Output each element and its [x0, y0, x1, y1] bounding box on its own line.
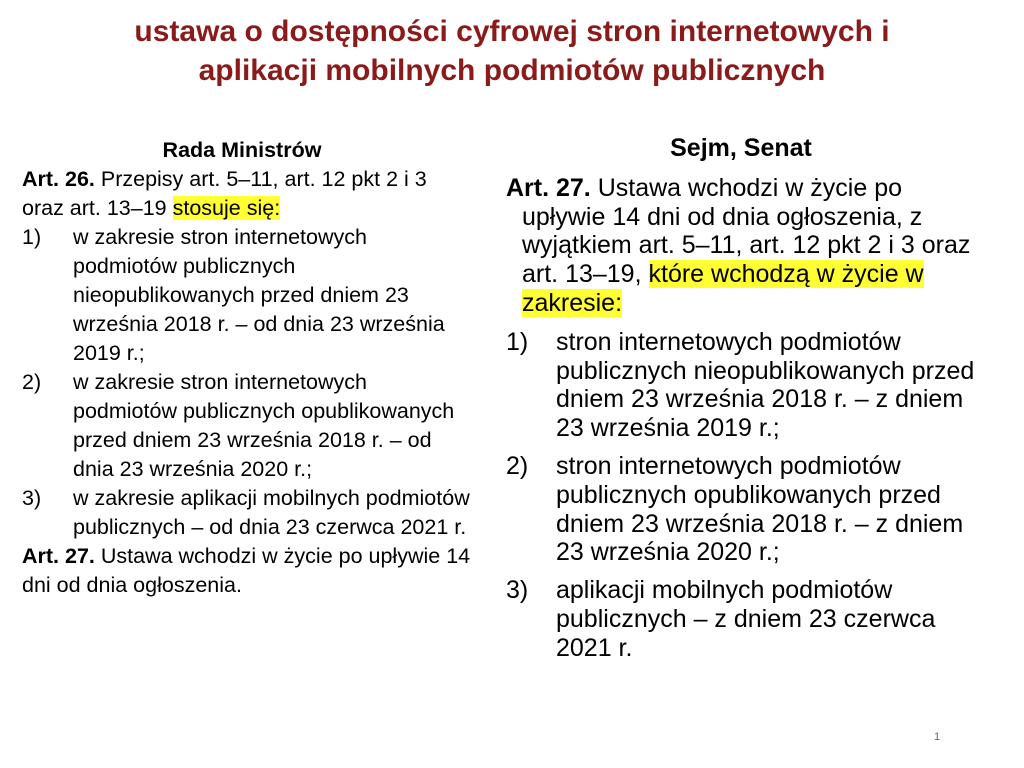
- right-art27-text: Ustawa wchodzi w życie po upływie 14 dni od dnia ogłoszenia, z wyjątkiem art. 5–11, art. 12 pkt 2 i 3 oraz art. 13–19: [522, 173, 971, 289]
- left-art27-text: Ustawa wchodzi w życie po upływie 14 dni od dnia ogłoszenia.: [22, 544, 471, 597]
- title-line-2: aplikacji mobilnych podmiotów publicznych: [198, 54, 826, 87]
- left-list-item-3: [22, 484, 472, 542]
- right-item-number: 3): [506, 576, 529, 605]
- left-column: [22, 136, 472, 600]
- right-item-number: 2): [506, 451, 529, 480]
- left-item-list: [22, 223, 472, 542]
- right-item-text: stron internetowych podmiotów publicznych opublikowanych przed dniem 23 września 2018 r. – z dniem 23 września 2020 r.;: [556, 451, 964, 567]
- right-item-number: 1): [506, 327, 529, 356]
- title-line-1: ustawa o dostępności cyfrowej stron internetowych i: [134, 15, 890, 48]
- left-list-item-2: [22, 368, 472, 484]
- left-item-number: 2): [22, 370, 42, 394]
- right-art27-highlight: które wchodzą w życie w zakresie: [522, 260, 924, 317]
- right-art27-paragraph: [506, 174, 976, 318]
- left-item-number: 1): [22, 225, 42, 249]
- left-item-text: w zakresie stron internetowych podmiotów publicznych opublikowanych przed dniem 23 września 2018 r. – od dnia 23 września 2020 r.;: [73, 370, 455, 481]
- right-column: [506, 134, 976, 672]
- left-art27-paragraph: [22, 542, 472, 600]
- left-art26-label: Art. 26.: [22, 167, 95, 191]
- right-art27-separator: ,: [634, 260, 649, 289]
- left-item-number: 3): [22, 486, 42, 510]
- right-art27-label: Art. 27.: [506, 173, 591, 202]
- left-item-text: w zakresie aplikacji mobilnych podmiotów publicznych – od dnia 23 czerwca 2021 r.: [73, 486, 470, 539]
- left-heading: Rada Ministrów: [162, 138, 322, 162]
- right-art27-tail: :: [615, 288, 623, 317]
- left-item-text: w zakresie stron internetowych podmiotów publicznych nieopublikowanych przed dniem 23 września 2018 r. – od dnia 23 września 2019 r.;: [73, 225, 445, 365]
- right-heading: Sejm, Senat: [670, 134, 812, 162]
- left-art27-label: Art. 27.: [22, 544, 95, 568]
- right-list-item-3: [506, 576, 976, 662]
- left-art26-text: Przepisy art. 5–11, art. 12 pkt 2 i 3 oraz art. 13–19: [22, 167, 427, 220]
- right-item-text: stron internetowych podmiotów publicznych nieopublikowanych przed dniem 23 września 2018 r. – z dniem 23 września 2019 r.;: [556, 327, 975, 443]
- left-art26-paragraph: [22, 165, 472, 223]
- left-art26-highlight: stosuje się:: [172, 196, 281, 220]
- right-list-item-2: [506, 452, 976, 567]
- left-list-item-1: [22, 223, 472, 368]
- right-item-list: [506, 328, 976, 663]
- slide-title: [0, 12, 1024, 90]
- page-number: 1: [934, 731, 941, 743]
- right-item-text: aplikacji mobilnych podmiotów publicznych – z dniem 23 czerwca 2021 r.: [556, 576, 936, 662]
- right-list-item-1: [506, 328, 976, 443]
